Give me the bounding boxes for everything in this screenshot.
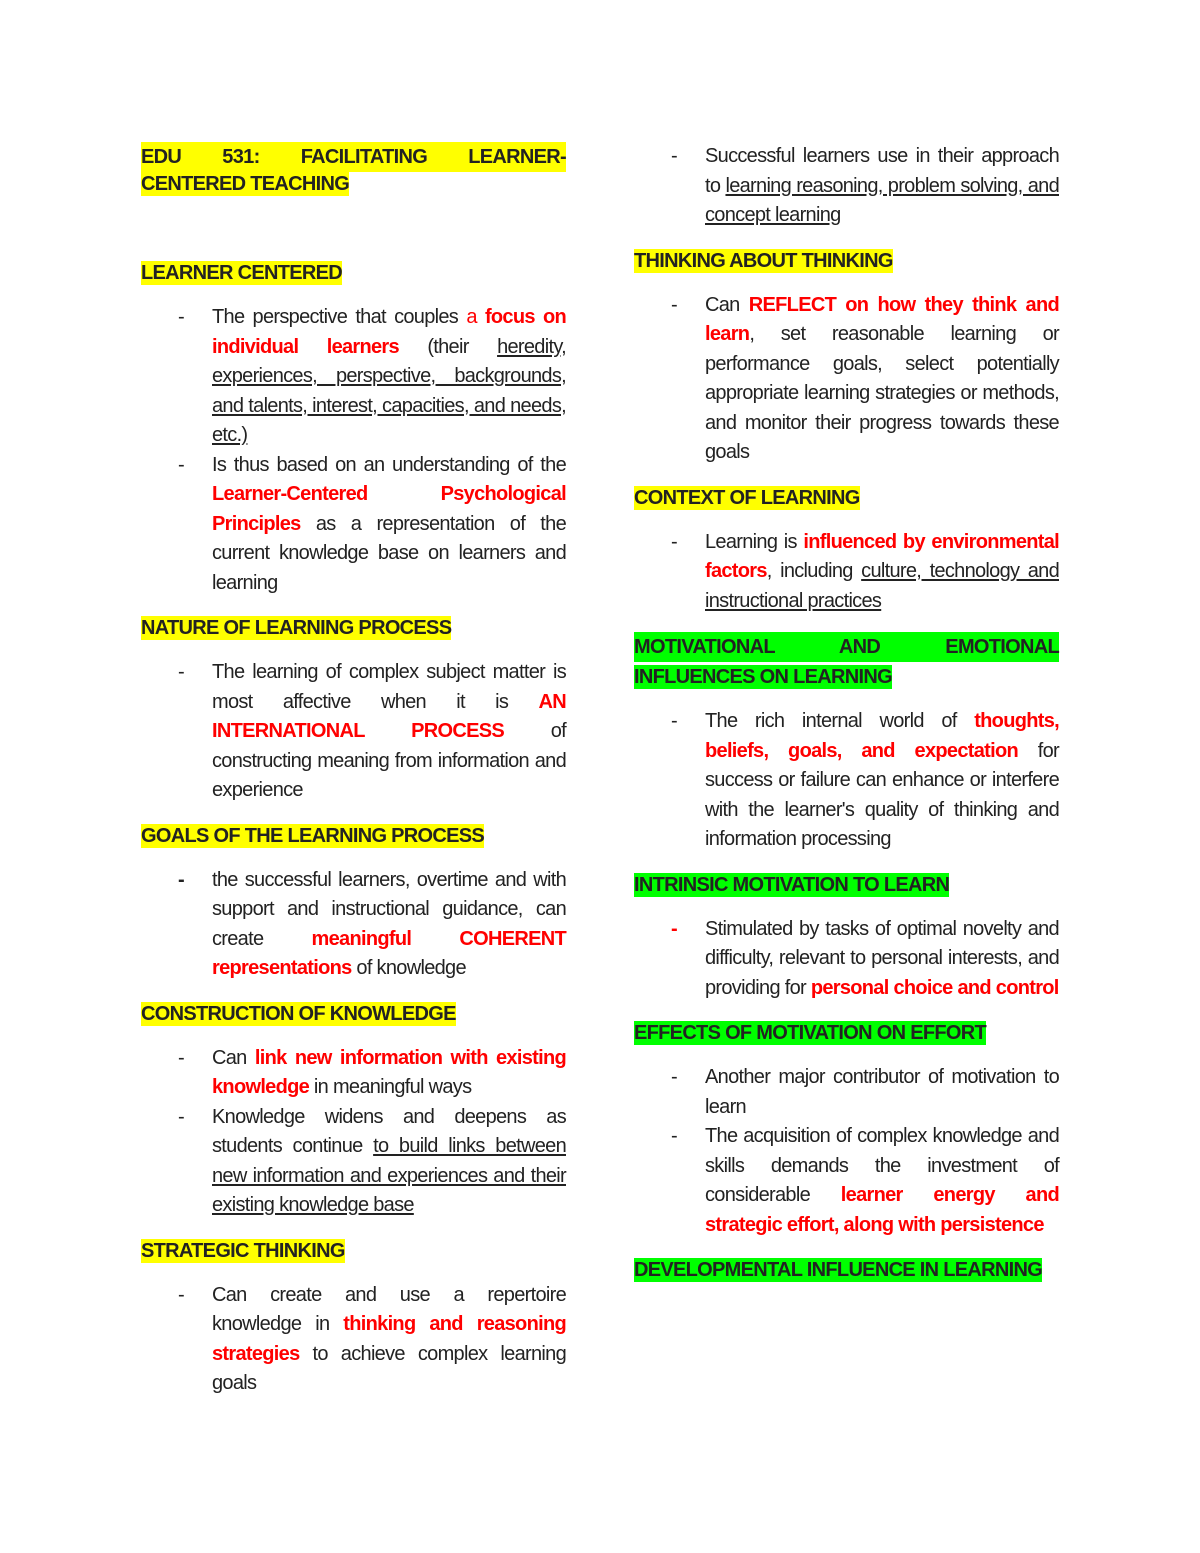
text: in meaningful ways [309, 1076, 472, 1098]
text: of knowledge [351, 957, 466, 979]
bullet-dash: - [178, 1105, 184, 1128]
document-title-line1: EDU 531: FACILITATING LEARNER- [141, 142, 566, 172]
text-red-bold: influenced by environmental factors [705, 530, 1060, 582]
list-item [141, 451, 566, 599]
text-red-bold: Learner-Centered Psychological Principles [212, 483, 566, 535]
bullet-dash: - [671, 917, 677, 940]
bullet-dash: - [671, 1066, 677, 1088]
document-title-line2: CENTERED TEACHING [141, 173, 350, 195]
list-strategic-continued [634, 142, 1059, 231]
text: as a representation of the current knowledge base on learners and learning [212, 512, 566, 594]
text: (their [398, 335, 498, 358]
list-item [141, 658, 566, 806]
bullet-dash: - [671, 293, 677, 316]
bullet-dash: - [178, 661, 184, 683]
text: Another major contributor of motivation to learn [705, 1066, 1059, 1118]
left-column [141, 142, 566, 1415]
heading-text: STRATEGIC THINKING [141, 1239, 345, 1262]
text-red-bold: focus on individual learners [212, 306, 567, 358]
list-item [141, 303, 566, 451]
text: Can [705, 293, 749, 316]
text: Can create and use a repertoire knowledge in [212, 1283, 566, 1335]
text: the successful learners, overtime and with support and instructional guidance, can create [212, 868, 566, 950]
text-red-bold: meaningful COHERENT representations [212, 927, 566, 979]
document-title-line2-wrap [141, 170, 566, 198]
text-red-bold: thinking and reasoning strategies [212, 1313, 566, 1365]
bullet-dash: - [671, 710, 677, 732]
heading-strategic [141, 1237, 566, 1265]
text-red-bold: REFLECT on how they think and learn [705, 293, 1059, 345]
heading-context [634, 484, 1059, 512]
heading-text-line1: MOTIVATIONAL AND EMOTIONAL [634, 632, 1059, 662]
heading-goals [141, 822, 566, 850]
text-red-bold: thoughts, beliefs, goals, and expectation [705, 710, 1059, 762]
text: of constructing meaning from information and experience [212, 720, 566, 801]
heading-text: CONTEXT OF LEARNING [634, 486, 860, 509]
list-item [634, 528, 1059, 617]
list-item [141, 866, 566, 984]
heading-text: LEARNER CENTERED [141, 262, 343, 284]
bullet-dash: - [178, 1046, 184, 1069]
list-goals [141, 866, 566, 984]
list-item [634, 915, 1059, 1004]
heading-text: EFFECTS OF MOTIVATION ON EFFORT [634, 1022, 986, 1044]
text: , set reasonable learning or performance goals, select potentially appropriate learning strategies or methods, and monitor their progress towards these goals [705, 323, 1059, 463]
bullet-dash: - [178, 306, 184, 328]
list-strategic [141, 1281, 566, 1399]
bullet-dash: - [671, 145, 677, 167]
list-item [141, 1044, 566, 1103]
text-underlined: to build links between new information and experiences and their existing knowledge base [212, 1135, 566, 1216]
text: Learning is [705, 530, 804, 553]
text: Stimulated by tasks of optimal novelty and difficulty, relevant to personal interests, and providing for [705, 917, 1059, 999]
heading-motivational [634, 632, 1059, 662]
list-thinking [634, 291, 1059, 468]
heading-construction [141, 1000, 566, 1028]
heading-text: DEVELOPMENTAL INFLUENCE IN LEARNING [634, 1259, 1043, 1281]
list-item [634, 1122, 1059, 1240]
list-item [634, 707, 1059, 855]
heading-text: CONSTRUCTION OF KNOWLEDGE [141, 1002, 456, 1025]
text-red-bold: personal choice and control [810, 976, 1059, 999]
bullet-dash: - [178, 453, 184, 476]
text-red-bold: AN INTERNATIONAL PROCESS [212, 690, 566, 742]
list-nature [141, 658, 566, 806]
list-item [141, 1281, 566, 1399]
heading-learner-centered [141, 259, 566, 287]
bullet-dash: - [671, 1125, 677, 1147]
text-underlined: culture, technology and instructional practices [705, 560, 1059, 612]
list-construction [141, 1044, 566, 1221]
text: to achieve complex learning goals [212, 1342, 566, 1394]
heading-text: GOALS OF THE LEARNING PROCESS [141, 824, 485, 847]
heading-motivational-line2-wrap [634, 663, 1059, 691]
text-underlined: heredity, experiences, perspective, backgrounds, and talents, interest, capacities, and needs, etc.) [212, 335, 566, 446]
list-effects [634, 1063, 1059, 1240]
text: Successful learners use in their approach to [705, 145, 1059, 197]
list-item [634, 291, 1059, 468]
list-item [634, 1063, 1059, 1122]
list-learner-centered [141, 303, 566, 598]
document-title [141, 142, 566, 172]
text: The perspective that couples [212, 306, 467, 328]
spacer [141, 214, 566, 259]
text: The rich internal world of [705, 710, 975, 732]
heading-nature [141, 614, 566, 642]
text-red: a [466, 306, 485, 328]
text: The learning of complex subject matter is most affective when it is [212, 661, 566, 713]
text-red-bold: link new information with existing knowledge [212, 1046, 566, 1098]
text-red-bold: learner energy and strategic effort, along with persistence [705, 1184, 1059, 1236]
list-item [141, 1103, 566, 1221]
list-motivational [634, 707, 1059, 855]
text: , including [766, 560, 862, 582]
text: Is thus based on an understanding of the [212, 453, 566, 476]
list-context [634, 528, 1059, 617]
heading-text: NATURE OF LEARNING PROCESS [141, 617, 452, 639]
right-column [634, 142, 1059, 1300]
heading-text-line2: INFLUENCES ON LEARNING [634, 666, 892, 688]
heading-thinking [634, 247, 1059, 275]
text: The acquisition of complex knowledge and skills demands the investment of considerable [705, 1125, 1059, 1206]
text: for success or failure can enhance or interfere with the learner's quality of thinking and information processing [705, 739, 1059, 850]
bullet-dash: - [178, 1283, 184, 1306]
bullet-dash: - [178, 868, 184, 891]
text-underlined: learning reasoning, problem solving, and concept learning [705, 174, 1059, 226]
heading-effects [634, 1019, 1059, 1047]
text: Knowledge widens and deepens as students continue [212, 1105, 566, 1157]
heading-intrinsic [634, 871, 1059, 899]
list-intrinsic [634, 915, 1059, 1004]
text: Can [212, 1046, 255, 1069]
bullet-dash: - [671, 530, 677, 553]
heading-text: INTRINSIC MOTIVATION TO LEARN [634, 873, 950, 896]
heading-developmental [634, 1256, 1059, 1284]
heading-text: THINKING ABOUT THINKING [634, 249, 893, 272]
list-item [634, 142, 1059, 231]
